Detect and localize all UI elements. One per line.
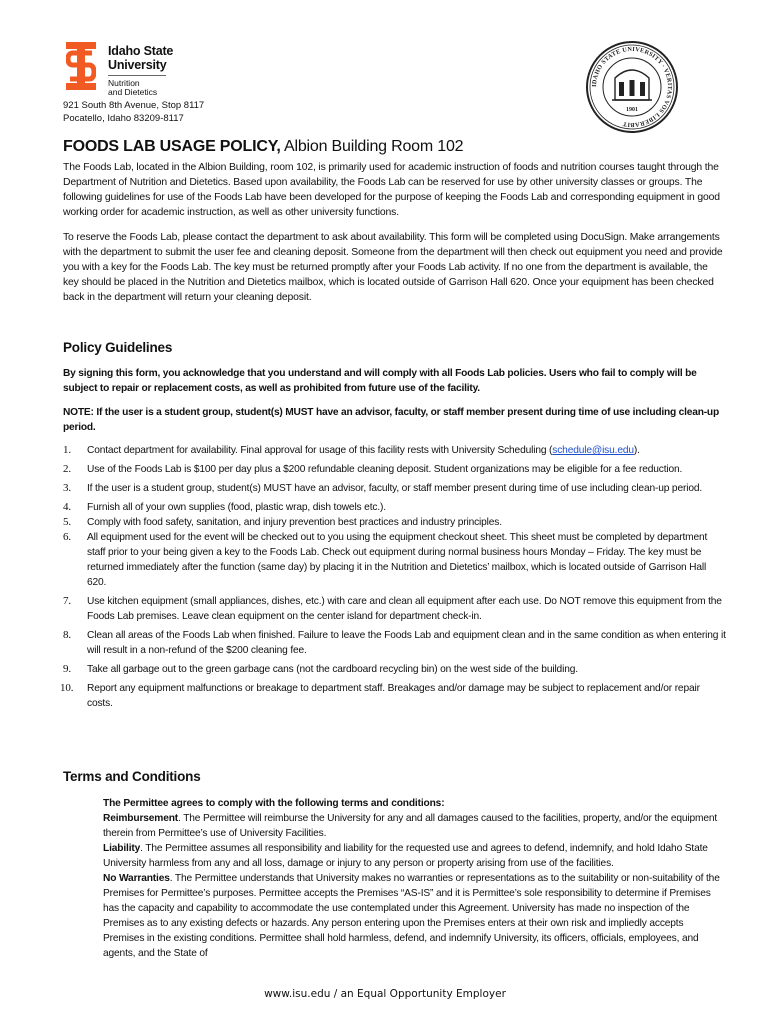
terms-clause-no-warranties [103,871,723,961]
terms-intro [103,796,723,811]
list-item [63,481,728,496]
org-name-line1: Idaho State [108,44,174,58]
intro-paragraph-2: To reserve the Foods Lab, please contact the department to ask about availability. This form will be completed using DocuSign. Make arrangements with the department to submit the user fee and cleaning deposit. Someone from the department will then check out equipment you need and provide you with a key for the Foods Lab. The key must be returned promptly after your Foods Lab activity. If no one from the department is available, the key should be placed in the Nutrition and Dietetics mailbox, which is located outside of Garrison Hall 620. Once your equipment has been checked back in the department will return your cleaning deposit. [63,232,723,303]
list-item [63,500,728,515]
list-item-text: Clean all areas of the Foods Lab when finished. Failure to leave the Foods Lab and equipment clean and in the same condition as when entering it will result in a non-refund of the $200 cleaning fee. [87,630,726,656]
policy-heading: Policy Guidelines [63,340,173,355]
terms-clause-reimbursement [103,811,723,841]
list-item-number: 7. [63,595,71,607]
terms-body [103,796,723,961]
list-item-number: 6. [63,531,71,543]
list-item-number: 9. [63,663,71,675]
clause-label: Reimbursement [103,813,179,824]
page-title [63,138,463,156]
list-item [63,530,728,590]
list-item-text: Report any equipment malfunctions or breakage to department staff. Breakages and/or damage may be subject to replacement and/or repair costs. [87,683,700,709]
terms-clause-liability [103,841,723,871]
list-item [63,662,728,677]
address-line1: 921 South 8th Avenue, Stop 8117 [63,100,205,111]
seal-year: 1901 [626,107,638,113]
list-item-number: 3. [63,482,71,494]
list-item-text: All equipment used for the event will be checked out to you using the equipment checkout sheet. This sheet must be completed by department staff prior to your being given a key to the Foods Lab. Check out equipment during normal business hours Monday – Friday. The key must be returned immediately after the function (same day) by placing it in the Nutrition and Dietetics’ mailbox, which is located outside of Garrison Hall 620. [87,532,708,588]
policy-note: NOTE: If the user is a student group, student(s) MUST have an advisor, faculty, or staff member present during time of use including clean-up period. [63,407,719,433]
policy-agreement: By signing this form, you acknowledge that you understand and will comply with all Foods Lab policies. Users who fail to comply will be subject to repair or replacement costs, as well as prohibited from future use of the facility. [63,368,697,394]
clause-label: Liability [103,843,141,854]
list-item-text: Comply with food safety, sanitation, and injury prevention best practices and industry principles. [87,517,502,528]
list-item-text: If the user is a student group, student(s) MUST have an advisor, faculty, or staff member present during time of use including clean-up period. [87,483,703,494]
address-line2: Pocatello, Idaho 83209-8117 [63,113,184,124]
list-item-text: Use kitchen equipment (small appliances, dishes, etc.) with care and clean all equipment after each use. Do NOT remove this equipment from the Foods Lab premises. Leave clean equipment on the center island for department check-in. [87,596,722,622]
list-item-text: Use of the Foods Lab is $100 per day plus a $200 refundable cleaning deposit. Student organizations may be eligible for a fee reduction. [87,464,683,475]
isu-logo-icon [66,42,96,90]
list-item-number: 5. [63,516,71,528]
address-block [63,99,204,125]
clause-text: . The Permittee will reimburse the University for any and all damages caused to the facilities, property, and/or the equipment therein from Permittee’s use of University Facilities. [103,813,718,839]
list-item [63,443,728,458]
intro-paragraph-1: The Foods Lab, located in the Albion Building, room 102, is primarily used for academic instruction of foods and nutrition courses taught through the Department of Nutrition and Dietetics. Based upon availability, the Foods Lab can be reserved for use by other university classes or groups. The following guidelines for use of the Foods Lab have been developed for the purpose of keeping the Foods Lab and corresponding equipment in good working order for academic instruction, as well as other university functions. [63,162,720,218]
terms-heading: Terms and Conditions [63,769,201,784]
list-item-number: 2. [63,463,71,475]
dept-name-line1: Nutrition [108,78,140,88]
title-rest: Albion Building Room 102 [280,138,464,155]
list-item-text-end: ). [633,445,640,456]
university-seal-icon [585,40,679,134]
clause-text: . The Permittee assumes all responsibility and liability for the requested use and agrees to defend, indemnify, and hold Idaho State University harmless from any and all loss, damage or injury to any person or property arising from use of the facilities. [103,843,708,869]
list-item [60,681,728,711]
list-item-number: 8. [63,629,71,641]
list-item [63,594,728,624]
policy-list [60,443,728,715]
dept-name-line2: and Dietetics [108,87,158,97]
list-item-text: Take all garbage out to the green garbage cans (not the cardboard recycling bin) on the west side of the building. [87,664,578,675]
terms-intro-text: The Permittee agrees to comply with the following terms and conditions: [103,798,445,809]
org-divider [108,75,166,76]
page-footer: www.isu.edu / an Equal Opportunity Employer [264,988,506,1000]
seal-text: IDAHO STATE UNIVERSITY · VERITAS VOS LIBERABIT [590,45,674,129]
list-item [63,462,728,477]
list-item-text: Furnish all of your own supplies (food, plastic wrap, dish towels etc.). [87,502,386,513]
org-name-line2: University [108,57,167,72]
list-item-number: 10. [60,682,74,694]
list-item [63,515,728,530]
org-name-block [108,45,173,97]
clause-label: No Warranties [103,873,170,884]
title-bold: FOODS LAB USAGE POLICY, [63,138,281,155]
list-item [63,628,728,658]
list-item-number: 1. [63,444,71,456]
list-item-number: 4. [63,501,71,513]
clause-text: . The Permittee understands that University makes no warranties or representations as to the suitability or non-suitability of the Premises for Permittee’s purposes. Permittee accepts the Premises “AS-IS” and it is Permittee’s sole responsibility to determine if Premises has the capacity and capability to accommodate the use contemplated under this Agreement. University has made no inspection of the Premises as to any existing defects or hazards. Any person entering upon the Premises enters at their own risk and impliedly accepts Premises in the existing conditions. Permittee shall hold harmless, defend, and indemnify University, its officers, officials, employees, and agents, and the State of [103,873,720,959]
list-item-text: Contact department for availability. Final approval for usage of this facility rests with University Scheduling ( [87,445,553,456]
schedule-email-link[interactable]: schedule@isu.edu [552,445,634,456]
